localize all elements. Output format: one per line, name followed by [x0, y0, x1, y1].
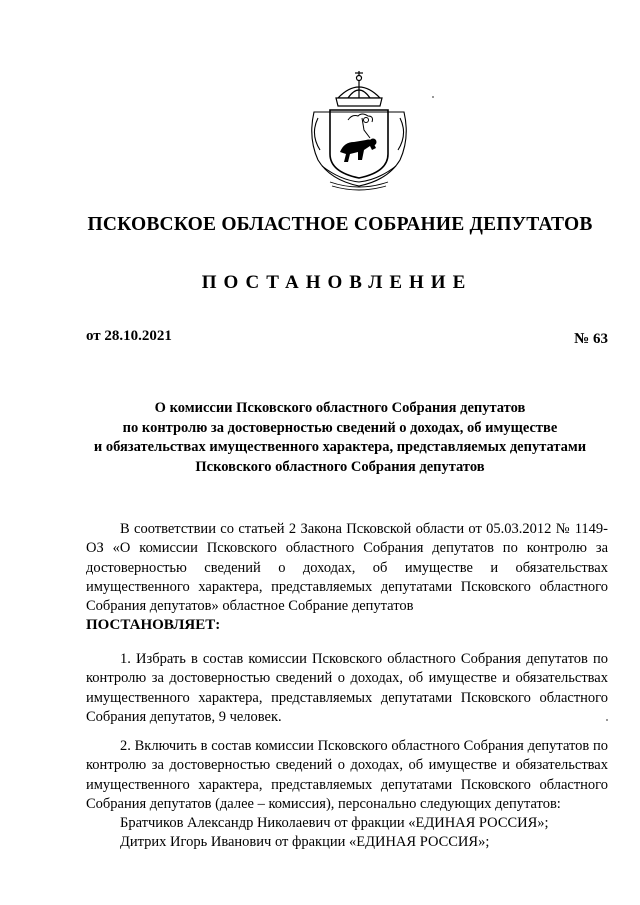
organization-title: ПСКОВСКОЕ ОБЛАСТНОЕ СОБРАНИЕ ДЕПУТАТОВ	[87, 214, 593, 235]
item-2-paragraph	[86, 737, 608, 853]
item-2-text: 2. Включить в состав комиссии Псковского областного Собрания депутатов по контролю за достоверностью сведений о доходах, об имуществе и обязательствах имущественного характера, представляемых депутатами Псковского областного Собрания депутатов (далее – комиссия), персонально следующих депутатов:	[86, 738, 608, 812]
scan-speck	[606, 719, 608, 721]
member-list-item: Дитрих Игорь Иванович от фракции «ЕДИНАЯ РОССИЯ»;	[120, 834, 490, 851]
item-1-paragraph: 1. Избрать в состав комиссии Псковского областного Собрания депутатов по контролю за достоверностью сведений о доходах, об имуществе и обязательствах имущественного характера, представляемых депутатами Псковского областного Собрания депутатов, 9 человек.	[86, 651, 608, 725]
document-date: от 28.10.2021	[86, 328, 172, 344]
subject-line: О комиссии Псковского областного Собрания депутатов	[154, 400, 526, 416]
preamble-text: В соответствии со статьей 2 Закона Псковской области от 05.03.2012 № 1149-ОЗ «О комиссии Псковского областного Собрания депутатов по контролю за достоверностью сведений о доходах, об имуществе и обязательствах имущественного характера, представляемых депутатами Псковского областного Собрания депутатов» областное Собрание депутатов	[86, 521, 608, 615]
subject-line: и обязательствах имущественного характера, представляемых депутатами	[93, 439, 587, 455]
preamble-paragraph	[86, 520, 608, 636]
pskov-coat-of-arms-icon	[300, 68, 418, 192]
subject-line: по контролю за достоверностью сведений о доходах, об имуществе	[122, 419, 558, 436]
member-list-item: Братчиков Александр Николаевич от фракции «ЕДИНАЯ РОССИЯ»;	[120, 815, 549, 832]
document-subject	[60, 399, 620, 477]
document-type-heading: ПОСТАНОВЛЕНИЕ	[201, 272, 473, 293]
document-number: № 63	[574, 331, 608, 347]
subject-line: Псковского областного Собрания депутатов	[195, 458, 485, 475]
scan-speck	[432, 96, 434, 98]
resolve-word: ПОСТАНОВЛЯЕТ:	[86, 617, 221, 634]
